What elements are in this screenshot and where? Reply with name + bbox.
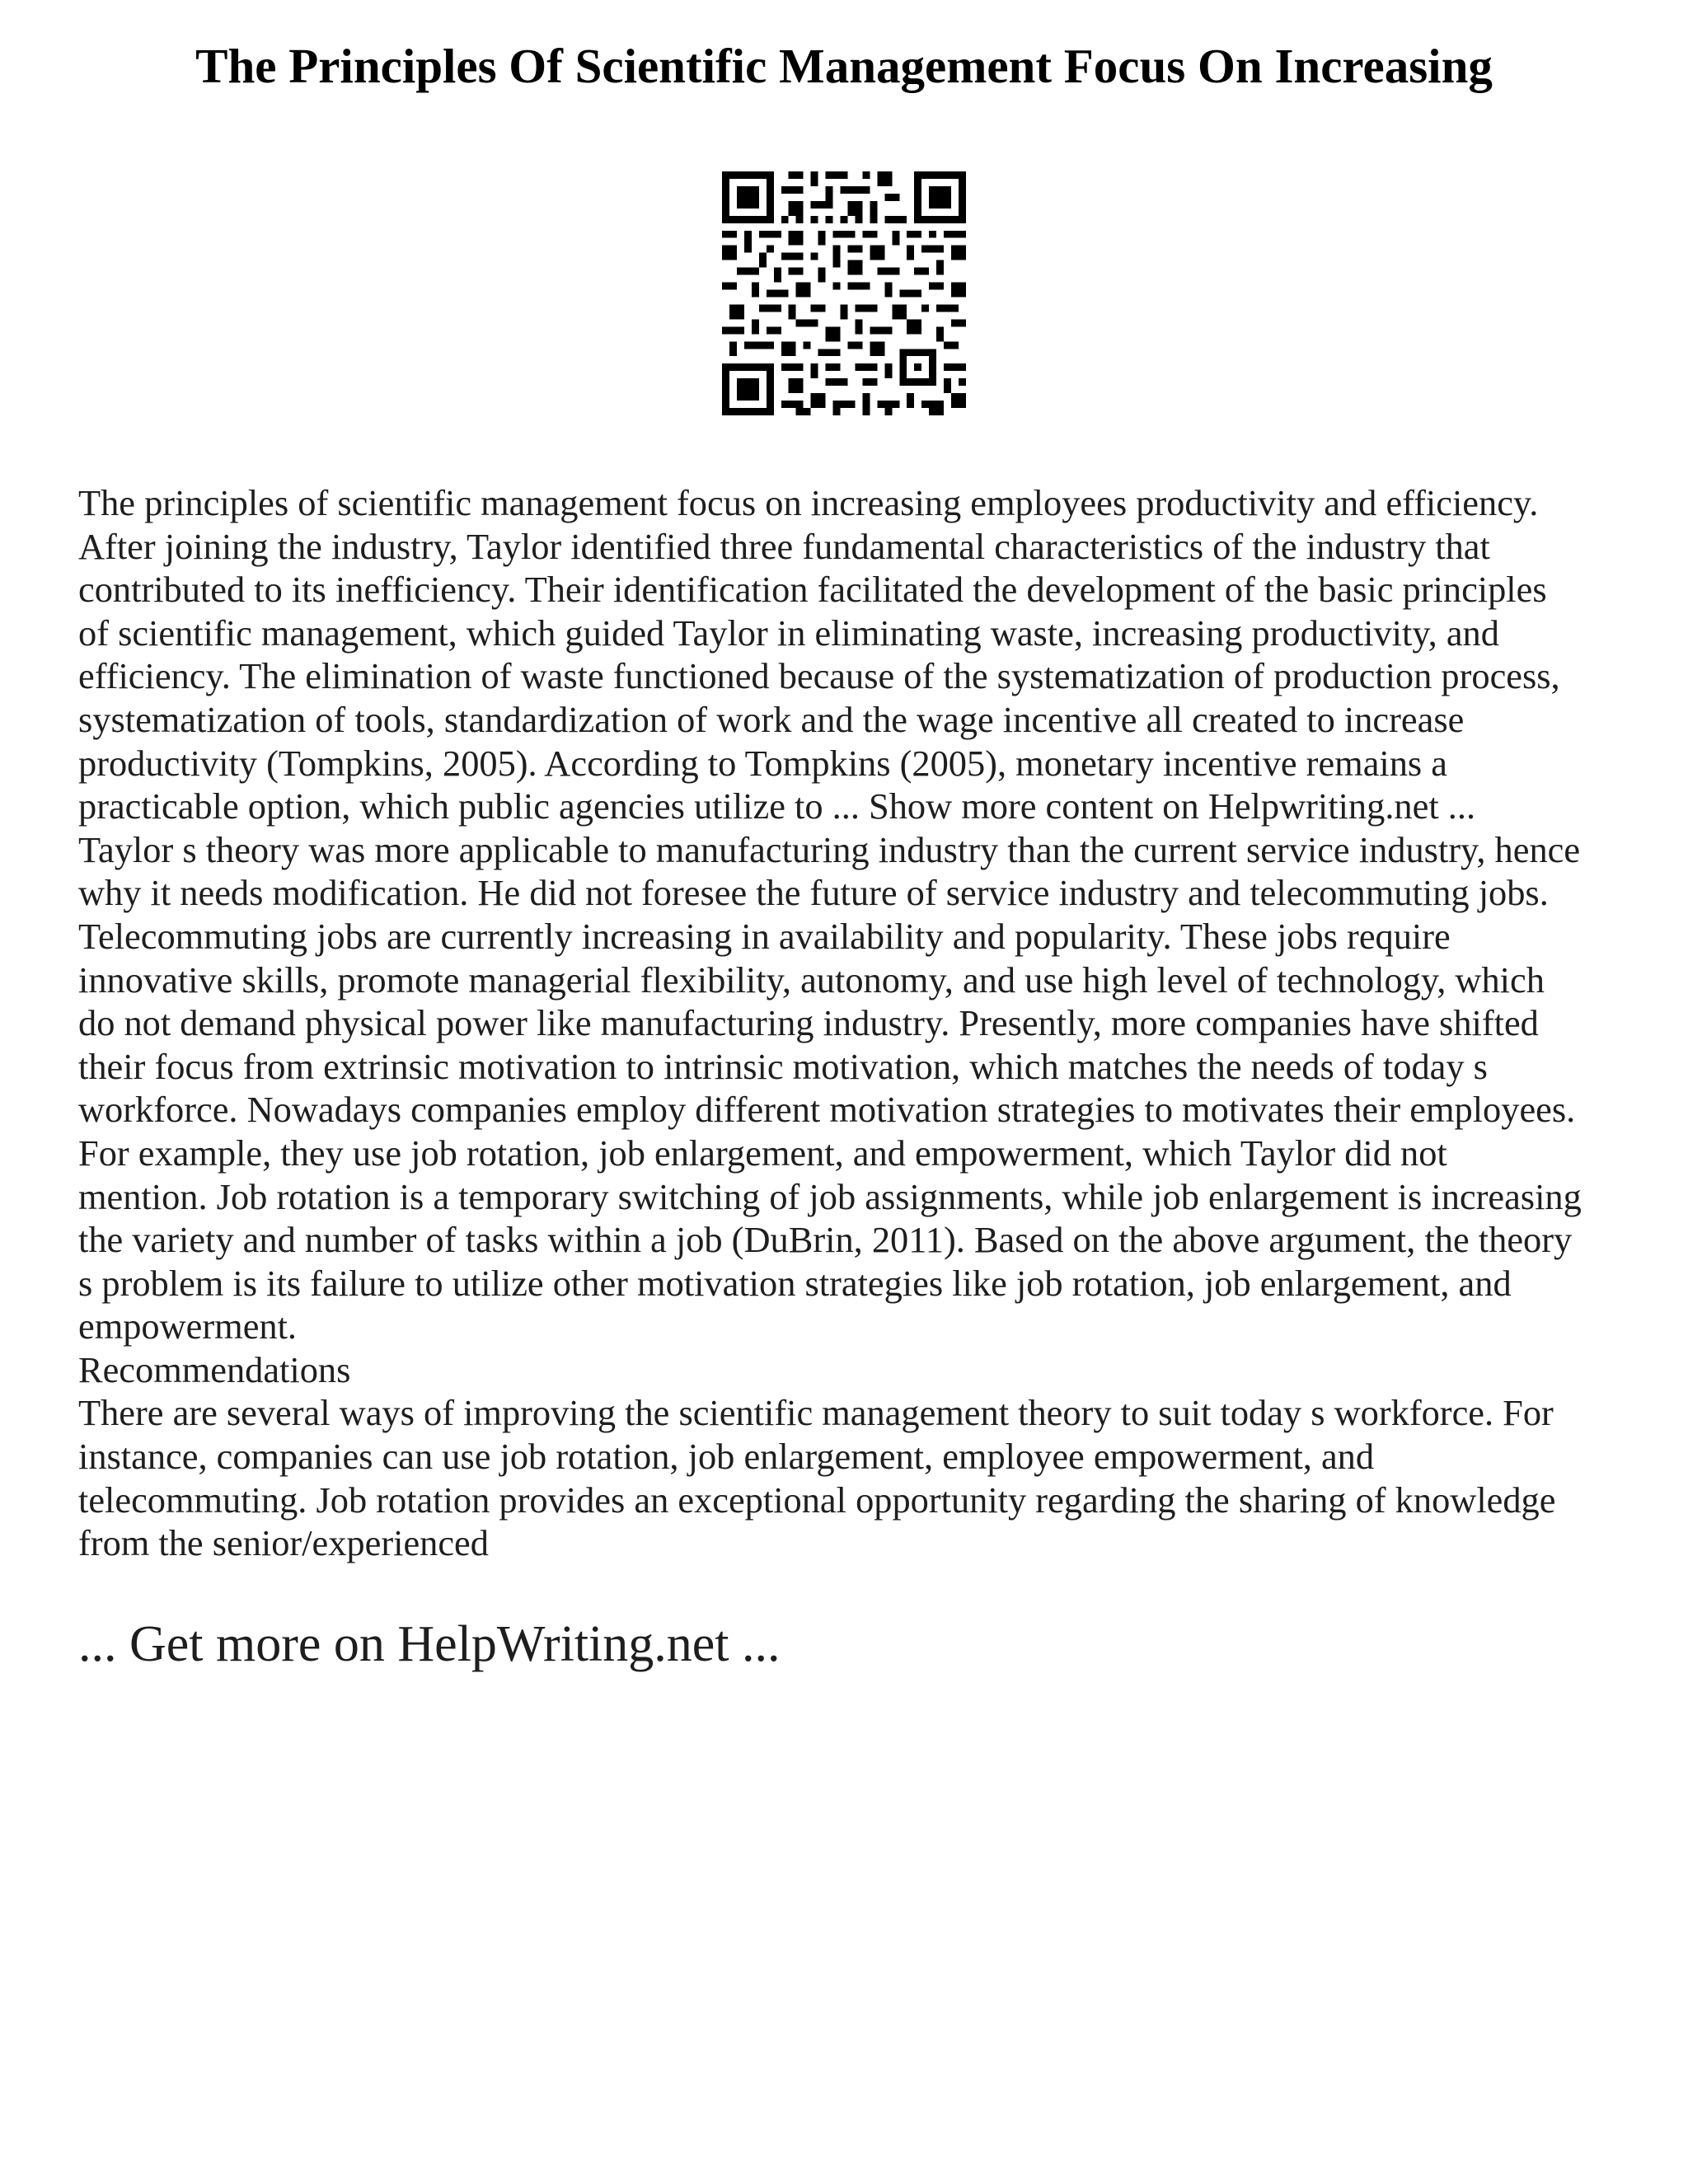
body-line: Taylor s theory was more applicable to manufacturing industry than the current service industry, hence	[78, 828, 1581, 870]
body-line: workforce. Nowadays companies employ different motivation strategies to motivates their employees.	[78, 1089, 1576, 1131]
page-title: The Principles Of Scientific Management Focus On Increasing	[195, 39, 1493, 93]
body-line: the variety and number of tasks within a job (DuBrin, 2011). Based on the above argument, the theory	[78, 1219, 1573, 1261]
body-line: of scientific management, which guided Taylor in eliminating waste, increasing productivity, and	[78, 612, 1499, 654]
body-line: contributed to its inefficiency. Their identification facilitated the development of the basic principles	[78, 569, 1547, 611]
qr-code-icon[interactable]	[722, 171, 966, 415]
body-line: innovative skills, promote managerial flexibility, autonomy, and use high level of technology, which	[78, 958, 1545, 1001]
body-line: systematization of tools, standardization of work and the wage incentive all created to increase	[78, 698, 1465, 740]
body-line: empowerment.	[78, 1305, 298, 1347]
body-line: There are several ways of improving the scientific management theory to suit today s workforce. For	[78, 1392, 1554, 1434]
body-line: mention. Job rotation is a temporary switching of job assignments, while job enlargement is increasing	[78, 1175, 1582, 1217]
body-line: why it needs modification. He did not foresee the future of service industry and telecommuting jobs.	[78, 872, 1549, 914]
body-line: do not demand physical power like manufacturing industry. Presently, more companies have shifted	[78, 1002, 1539, 1044]
body-line: For example, they use job rotation, job enlargement, and empowerment, which Taylor did not	[78, 1132, 1447, 1174]
get-more-link[interactable]: ... Get more on HelpWriting.net ...	[78, 1616, 781, 1672]
body-line: instance, companies can use job rotation, job enlargement, employee empowerment, and	[78, 1436, 1375, 1478]
article-body	[78, 481, 1628, 1565]
body-line: from the senior/experienced	[78, 1522, 489, 1564]
body-line: The principles of scientific management focus on increasing employees productivity and efficiency.	[78, 482, 1539, 523]
body-line: efficiency. The elimination of waste functioned because of the systematization of production process,	[78, 655, 1560, 697]
body-line: s problem is its failure to utilize other motivation strategies like job rotation, job enlargement, and	[78, 1262, 1512, 1304]
body-line: productivity (Tompkins, 2005). According to Tompkins (2005), monetary incentive remains a	[78, 742, 1448, 784]
body-line: Telecommuting jobs are currently increasing in availability and popularity. These jobs require	[78, 915, 1451, 957]
body-line: their focus from extrinsic motivation to intrinsic motivation, which matches the needs of today s	[78, 1045, 1488, 1087]
body-line: practicable option, which public agencies utilize to ... Show more content on Helpwriting.net ...	[78, 785, 1476, 827]
section-heading-recommendations: Recommendations	[78, 1348, 351, 1390]
body-line: telecommuting. Job rotation provides an exceptional opportunity regarding the sharing of knowledge	[78, 1479, 1556, 1521]
body-line: After joining the industry, Taylor identified three fundamental characteristics of the industry that	[78, 525, 1490, 567]
